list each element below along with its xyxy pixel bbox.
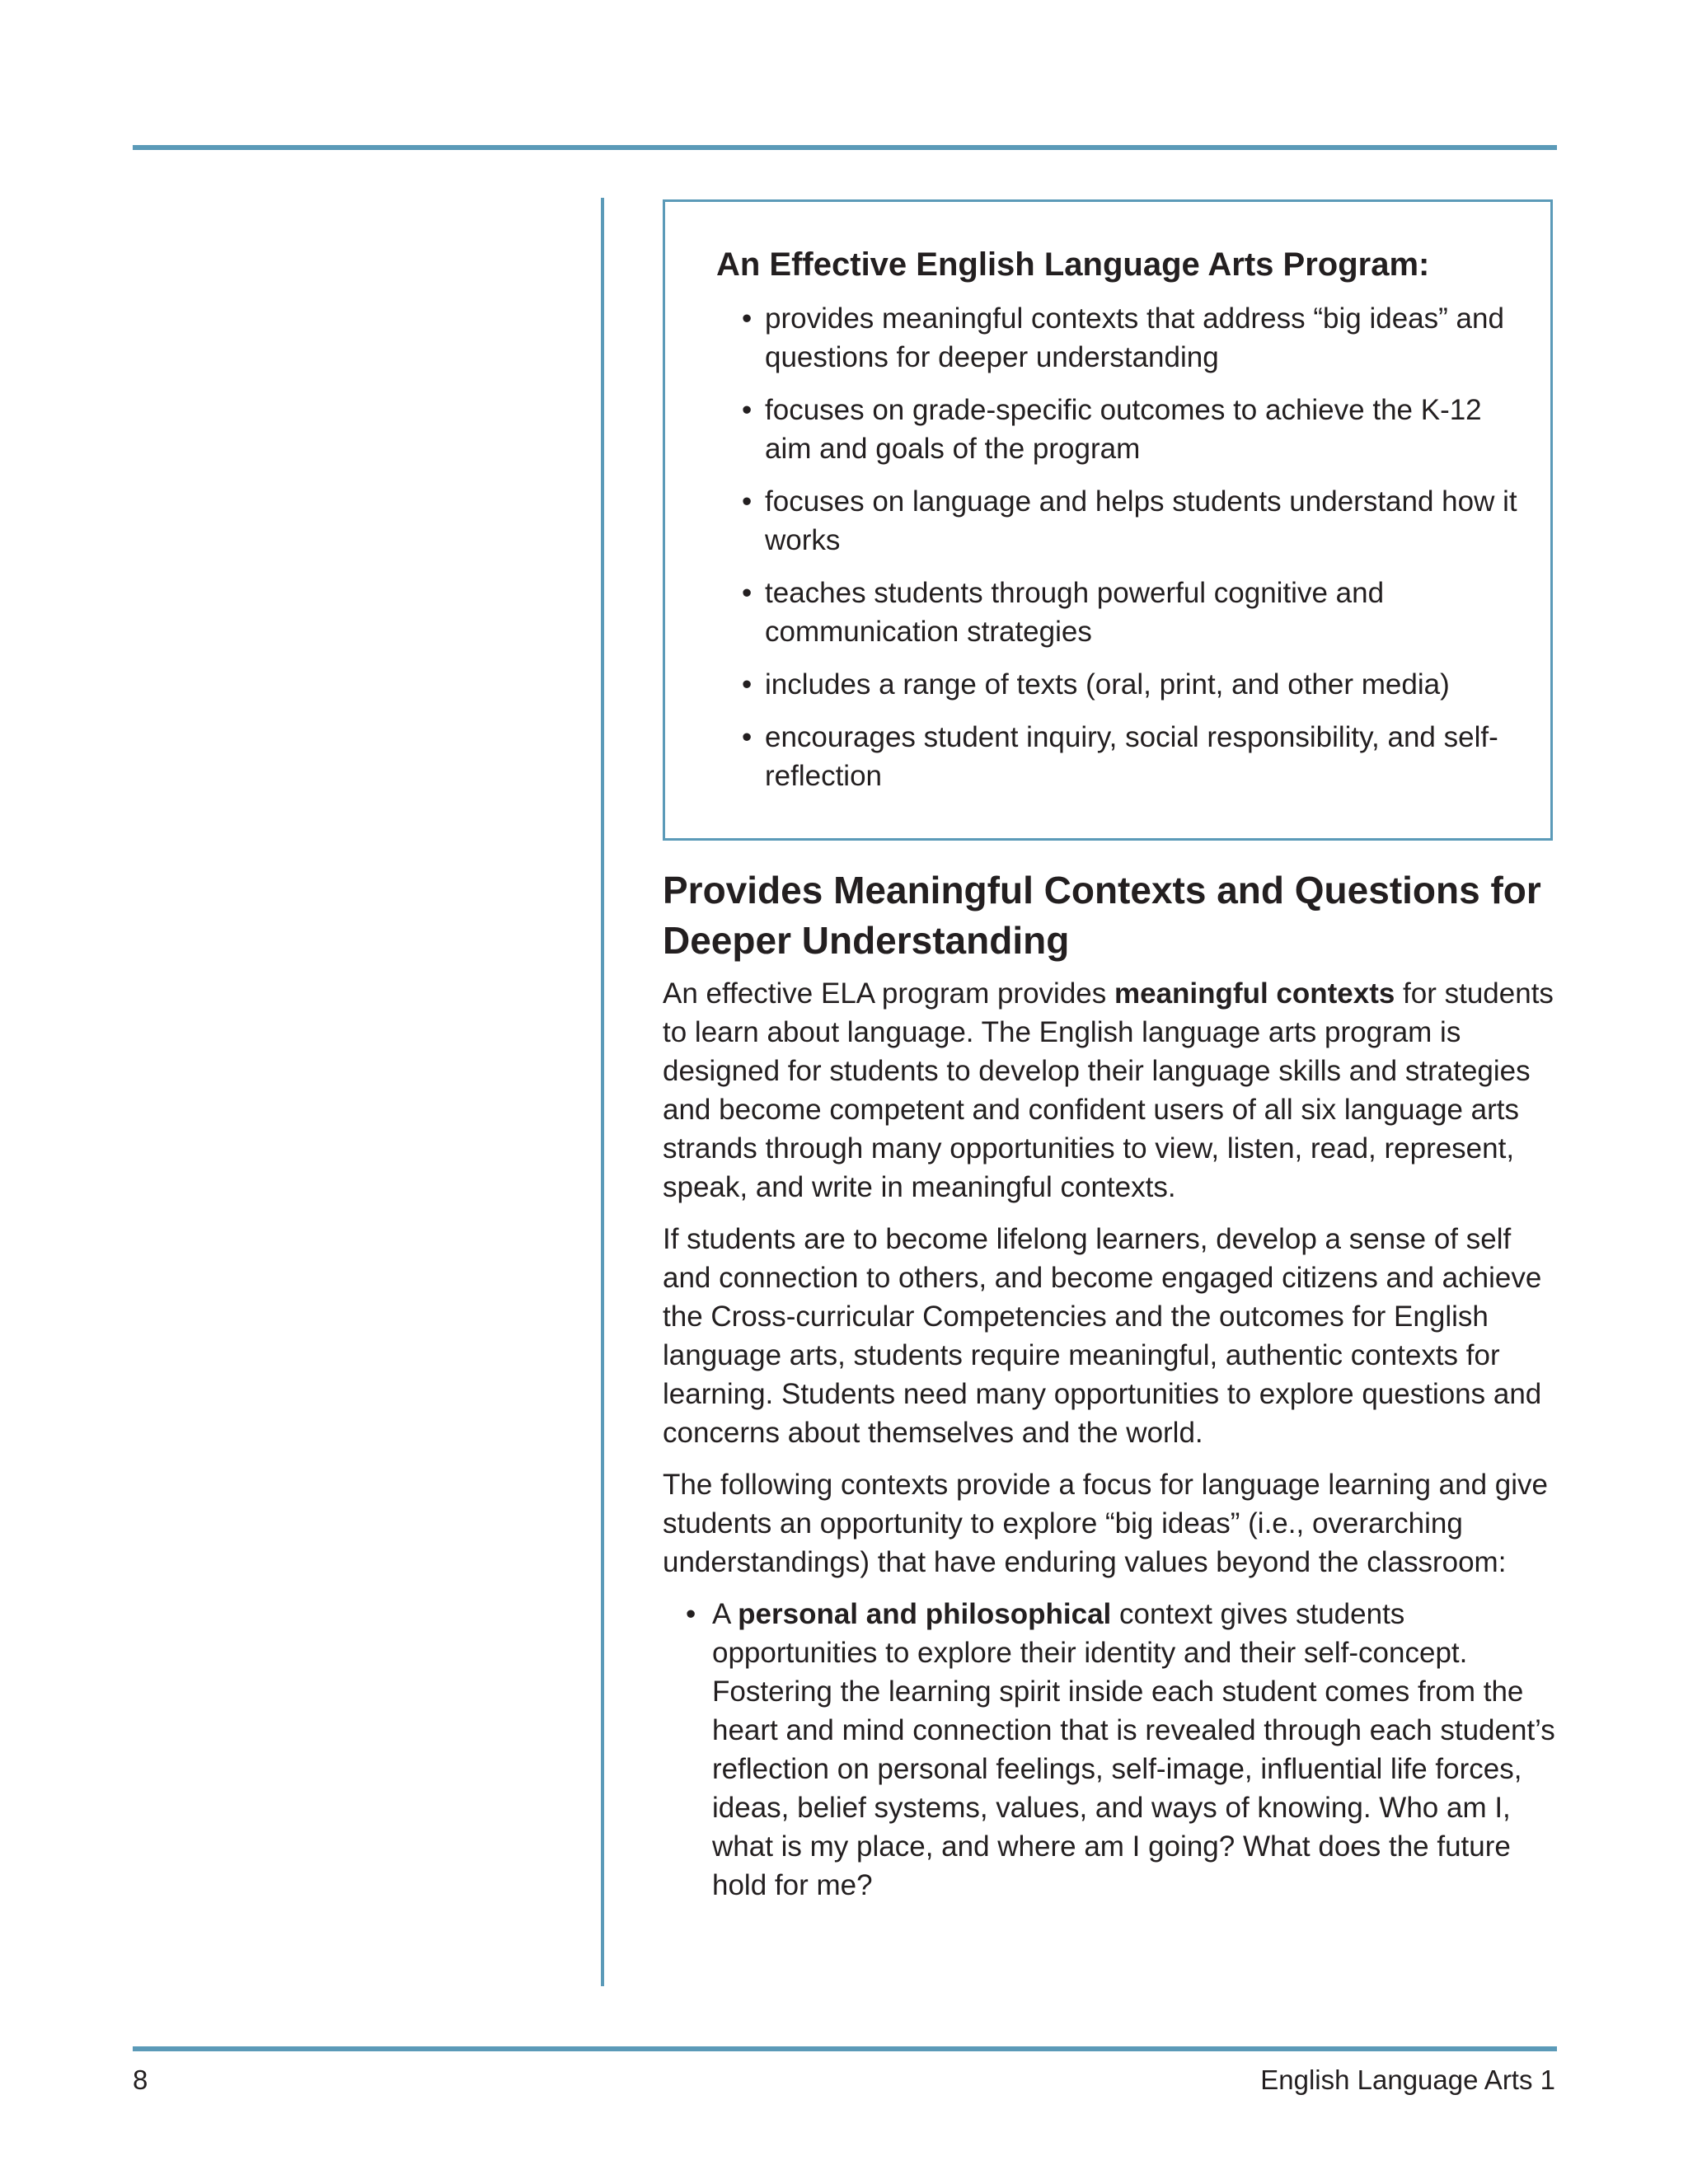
box-list bbox=[665, 299, 1550, 809]
box-title: An Effective English Language Arts Program: bbox=[716, 246, 1430, 283]
bullet-icon: • bbox=[742, 721, 753, 753]
paragraph-1: An effective ELA program provides meaningful contexts for students to learn about language. The English language arts program is designed for students to develop their language skills and strategies and become competent and confident users of all six language arts strands through many opportunities to view, listen, read, represent, speak, and write in meaningful contexts. bbox=[663, 977, 1554, 1203]
section-heading: Provides Meaningful Contexts and Questions for Deeper Understanding bbox=[663, 869, 1541, 962]
main-content bbox=[663, 865, 1561, 1905]
bullet-icon: • bbox=[742, 577, 753, 609]
program-summary-box bbox=[663, 199, 1553, 841]
list-item: • focuses on language and helps students understand how it works bbox=[665, 482, 1550, 560]
list-item: • encourages student inquiry, social responsibility, and self-reflection bbox=[665, 718, 1550, 795]
top-rule bbox=[133, 145, 1557, 150]
bullet-icon: • bbox=[742, 668, 753, 701]
margin-divider bbox=[601, 198, 604, 1986]
footer-title: English Language Arts 1 bbox=[1260, 2064, 1555, 2095]
list-item: • teaches students through powerful cognitive and communication strategies bbox=[665, 574, 1550, 651]
list-item: • includes a range of texts (oral, print, and other media) bbox=[665, 665, 1550, 704]
emphasis: personal and philosophical bbox=[738, 1598, 1112, 1630]
bottom-rule bbox=[133, 2046, 1557, 2051]
context-list bbox=[663, 1595, 1561, 1905]
page-number: 8 bbox=[133, 2064, 148, 2095]
paragraph-2: If students are to become lifelong learners, develop a sense of self and connection to others, and become engaged citizens and achieve the Cross-curricular Competencies and the outcomes for English language arts, students require meaningful, authentic contexts for learning. Students need many opportunities to explore questions and concerns about themselves and the world. bbox=[663, 1223, 1542, 1449]
bullet-icon: • bbox=[742, 302, 753, 335]
bullet-icon: • bbox=[742, 485, 753, 518]
bullet-icon: • bbox=[742, 394, 753, 426]
list-item: • A personal and philosophical context gives students opportunities to explore their identity and their self-concept. Fostering the learning spirit inside each student comes from the heart and mind connection that is revealed through each student’s reflection on personal feelings, self-image, influential life forces, ideas, belief systems, values, and ways of knowing. Who am I, what is my place, and where am I going? What does the future hold for me? bbox=[663, 1595, 1561, 1905]
paragraph-3: The following contexts provide a focus for language learning and give students an opportunity to explore “big ideas” (i.e., overarching understandings) that have enduring values beyond the classroom: bbox=[663, 1469, 1549, 1578]
bullet-icon: • bbox=[686, 1598, 696, 1630]
list-item: • provides meaningful contexts that address “big ideas” and questions for deeper understanding bbox=[665, 299, 1550, 377]
list-item: • focuses on grade-specific outcomes to achieve the K-12 aim and goals of the program bbox=[665, 391, 1550, 468]
emphasis: meaningful contexts bbox=[1114, 977, 1395, 1010]
